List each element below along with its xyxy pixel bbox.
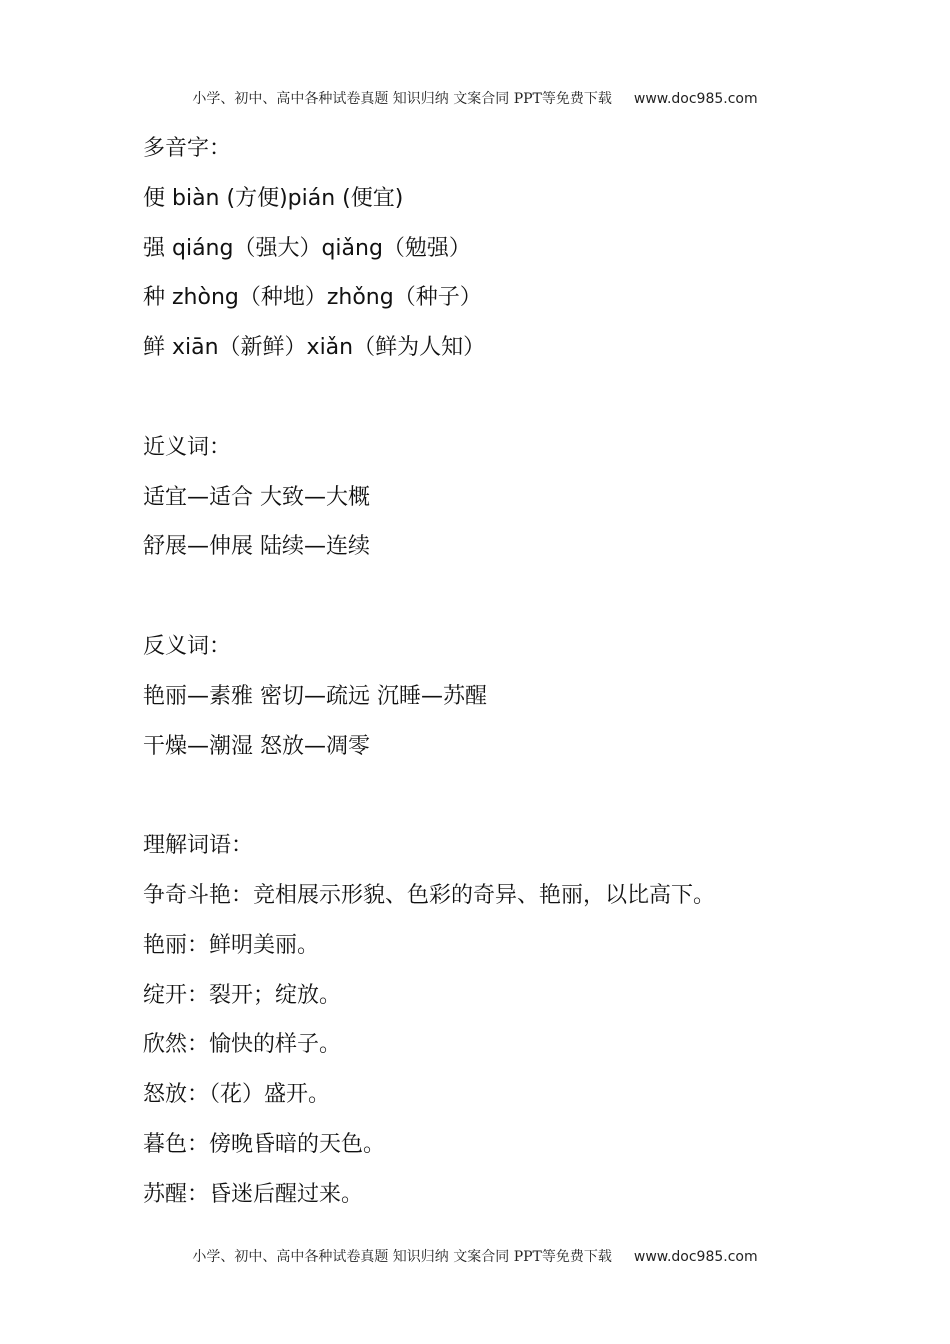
section-title-understanding: 理解词语：: [143, 833, 254, 859]
page-footer: [0, 1246, 950, 1266]
antonym-item: 干燥—潮湿 怒放—凋零: [143, 733, 370, 759]
synonym-item: 舒展—伸展 陆续—连续: [143, 534, 370, 560]
antonym-item: 艳丽—素雅 密切—疏远 沉睡—苏醒: [143, 683, 487, 709]
polyphonic-item: 便 biàn (方便)pián (便宜): [143, 185, 404, 211]
section-title-polyphonic: 多音字：: [143, 136, 232, 161]
spacer: [143, 777, 903, 827]
polyphonic-item: 种 zhòng（种地）zhǒng（种子）: [143, 285, 482, 311]
page-header: [0, 88, 950, 108]
definition-item: 争奇斗艳：竞相展示形貌、色彩的奇异、艳丽，以比高下。: [143, 882, 716, 908]
spacer: [143, 379, 903, 429]
section-title-antonyms: 反义词：: [143, 633, 232, 659]
synonym-item: 适宜—适合 大致—大概: [143, 484, 370, 510]
document-body: [143, 130, 903, 1226]
definition-item: 怒放：（花）盛开。: [143, 1082, 331, 1108]
definition-item: 暮色：傍晚昏暗的天色。: [143, 1131, 386, 1157]
definition-item: 绽开：裂开；绽放。: [143, 982, 342, 1008]
polyphonic-item: 鲜 xiān（新鲜）xiǎn（鲜为人知）: [143, 335, 486, 361]
definition-item: 苏醒：昏迷后醒过来。: [143, 1181, 364, 1207]
section-title-synonyms: 近义词：: [143, 434, 232, 460]
definition-item: 欣然：愉快的样子。: [143, 1032, 342, 1058]
polyphonic-item: 强 qiáng（强大）qiǎng（勉强）: [143, 235, 471, 261]
definition-item: 艳丽：鲜明美丽。: [143, 932, 320, 958]
footer-text: 小学、初中、高中各种试卷真题 知识归纳 文案合同 PPT等免费下载: [192, 1249, 612, 1265]
header-text: 小学、初中、高中各种试卷真题 知识归纳 文案合同 PPT等免费下载: [192, 91, 612, 107]
header-site-link[interactable]: www.doc985.com: [633, 91, 758, 107]
spacer: [143, 578, 903, 628]
footer-site-link[interactable]: www.doc985.com: [633, 1249, 758, 1265]
